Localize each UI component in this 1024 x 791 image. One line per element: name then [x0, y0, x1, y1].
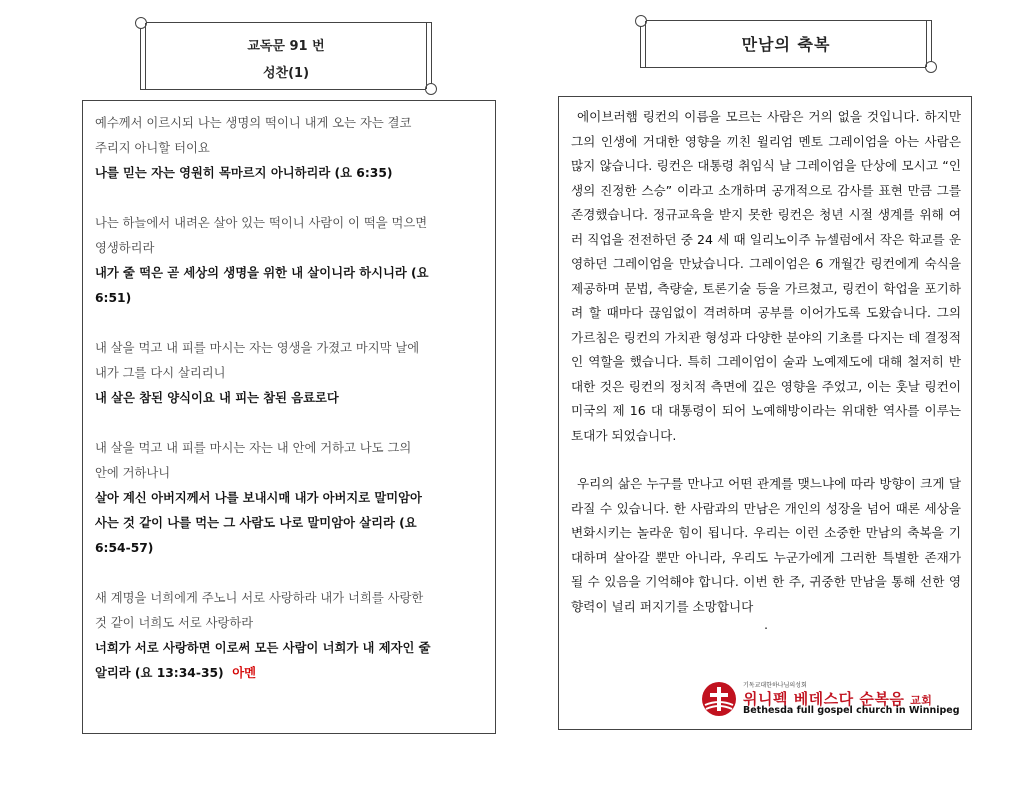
scroll-edge — [426, 23, 427, 89]
final-verse-text: 알리라 (요 13:34-35) — [95, 666, 224, 680]
verse-block — [95, 336, 483, 411]
church-name-korean-main: 위니펙 베데스다 순복음 — [743, 690, 905, 708]
essay-paragraph-2: 우리의 삶은 누구를 만나고 어떤 관계를 맺느냐에 따라 방향이 크게 달라질 수 있습니다. 한 사람과의 만남은 개인의 성장을 넘어 때론 세상을 변화시키는 놀라운 힘이 됩니다. 우리는 이런 소중한 만남의 축복을 기대하며 살아갈 뿐만 아니라, 우리도 누군가에게 그러한 특별한 존재가 될 수 있음을 기억해야 합니다. 이번 한 주, 귀중한 만남을 통해 선한 영향력이 널리 퍼지기를 소망합니다 — [571, 476, 961, 614]
essay-box — [558, 96, 972, 730]
essay-body — [571, 105, 961, 631]
congregation-line: 너희가 서로 사랑하면 이로써 모든 사람이 너희가 내 제자인 줄 — [95, 641, 431, 655]
leader-line: 내가 그를 다시 살리리니 — [95, 366, 226, 380]
verse-block — [95, 211, 483, 311]
leader-line: 예수께서 이르시되 나는 생명의 떡이니 내게 오는 자는 결코 — [95, 116, 412, 130]
congregation-line-final — [95, 661, 483, 686]
church-name-english: Bethesda full gospel church in Winnipeg — [743, 705, 960, 716]
responsive-reading-box — [82, 100, 496, 734]
verse-block — [95, 436, 483, 561]
responsive-reading-number: 교독문 91 번 — [247, 39, 325, 54]
trailing-period: . — [764, 618, 768, 632]
verse-block — [95, 586, 483, 686]
essay-title: 만남의 축복 — [741, 35, 831, 54]
congregation-line: 6:51) — [95, 291, 132, 305]
congregation-line: 내가 줄 떡은 곧 세상의 생명을 위한 내 살이니라 하시니라 (요 — [95, 266, 429, 280]
amen-text: 아멘 — [232, 666, 257, 680]
leader-line: 영생하리라 — [95, 241, 155, 255]
denomination-text: 기독교대한하나님의성회 — [743, 682, 807, 689]
leader-line: 내 살을 먹고 내 피를 마시는 자는 내 안에 거하고 나도 그의 — [95, 441, 412, 455]
congregation-line: 6:54-57) — [95, 541, 154, 555]
essay-paragraph-1: 에이브러햄 링컨의 이름을 모르는 사람은 거의 없을 것입니다. 하지만 그의 인생에 거대한 영향을 끼친 윌리엄 멘토 그레이엄을 아는 사람은 많지 않습니다. 링컨은 대통령 취임식 날 그레이엄을 단상에 모시고 “인생의 진정한 스승” 이라고 소개하며 공개적으로 감사를 표현 만큼 그를 존경했습니다. 정규교육을 받지 못한 링컨은 청년 시절 생계를 위해 여러 직업을 전전하던 중 24 세 때 일리노이주 뉴셀럼에서 작은 학교를 운영하던 그레이엄을 만났습니다. 그레이엄은 6 개월간 링컨에게 숙식을 제공하며 문법, 측량술, 토론기술 등을 가르쳤고, 링컨이 학업을 포기하려 할 때마다 끊임없이 격려하며 공부를 이어가도록 도왔습니다. 그의 가르침은 링컨의 가치관 형성과 다양한 분야의 기초를 다지는 데 결정적인 역할을 했습니다. 특히 그레이엄이 술과 노예제도에 대해 철저히 반대한 것은 링컨의 정치적 측면에 깊은 영향을 주었고, 이는 훗날 링컨이 미국의 제 16 대 대통령이 되어 노예해방이라는 위대한 역사를 이루는 토대가 되었습니다. — [571, 109, 961, 443]
leader-line: 것 같이 너희도 서로 사랑하라 — [95, 616, 254, 630]
leader-line: 내 살을 먹고 내 피를 마시는 자는 영생을 가졌고 마지막 날에 — [95, 341, 420, 355]
congregation-line: 사는 것 같이 나를 먹는 그 사람도 나로 말미암아 살리라 (요 — [95, 516, 417, 530]
left-title-banner — [140, 22, 432, 90]
congregation-line: 살아 계신 아버지께서 나를 보내시매 내가 아버지로 말미암아 — [95, 491, 422, 505]
scroll-edge — [145, 23, 146, 89]
responsive-reading-title: 성찬(1) — [262, 66, 310, 81]
verse-block — [95, 111, 483, 186]
right-title-banner — [640, 20, 932, 68]
church-name-suffix: 교회 — [910, 694, 933, 707]
scroll-edge — [926, 21, 927, 67]
leader-line: 나는 하늘에서 내려온 살아 있는 떡이니 사람이 이 떡을 먹으면 — [95, 216, 428, 230]
congregation-line: 나를 믿는 자는 영원히 목마르지 아니하리라 (요 6:35) — [95, 166, 393, 180]
congregation-line: 내 살은 참된 양식이요 내 피는 참된 음료로다 — [95, 391, 339, 405]
leader-line: 새 계명을 너희에게 주노니 서로 사랑하라 내가 너희를 사랑한 — [95, 591, 424, 605]
leader-line: 안에 거하나니 — [95, 466, 171, 480]
church-logo — [701, 679, 961, 721]
church-emblem-icon — [701, 681, 737, 717]
scroll-edge — [645, 21, 646, 67]
leader-line: 주리지 아니할 터이요 — [95, 141, 210, 155]
